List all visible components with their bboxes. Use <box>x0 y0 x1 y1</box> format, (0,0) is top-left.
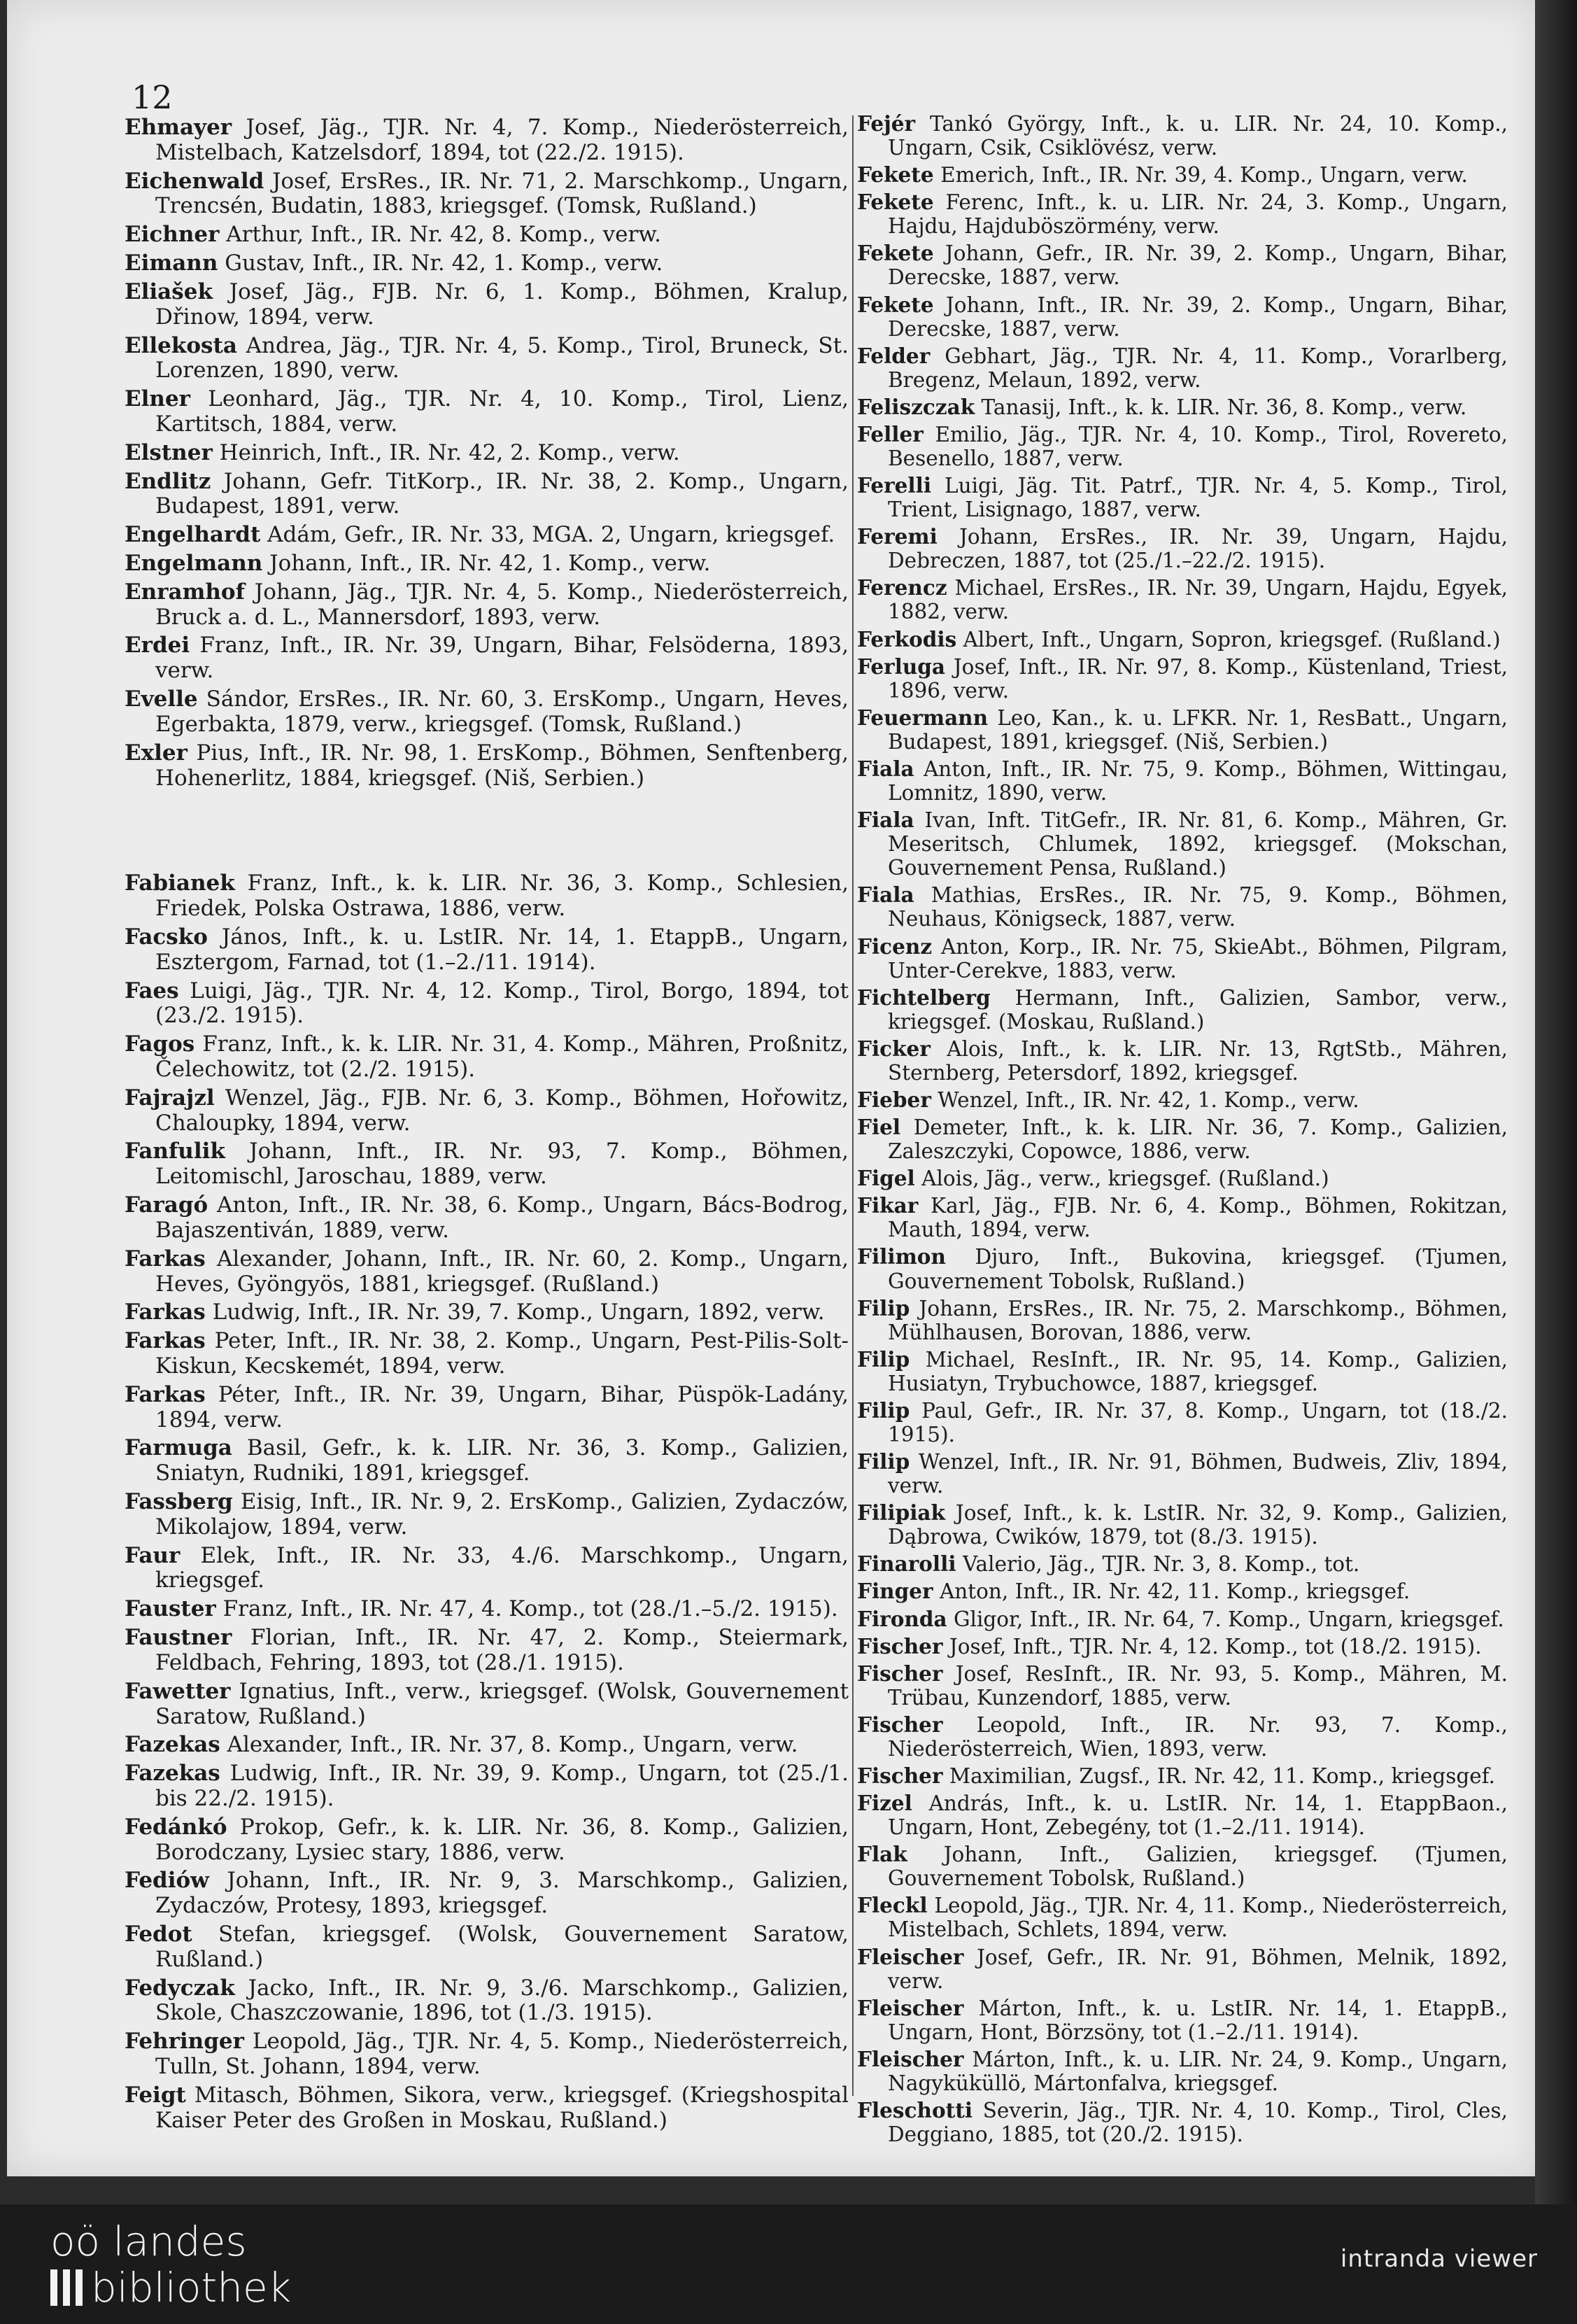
register-entry <box>125 387 849 437</box>
register-entry <box>125 115 849 166</box>
register-entry <box>857 1348 1508 1395</box>
entry-details: Johann, Inft., IR. Nr. 93, 7. Komp., Böhmen, Leitomischl, Jaroschau, 1889, verw. <box>155 1139 849 1190</box>
entry-details: Heinrich, Inft., IR. Nr. 42, 2. Komp., verw. <box>219 439 680 465</box>
viewer-footer <box>0 2204 1577 2324</box>
entry-surname: Fleckl <box>857 1893 928 1918</box>
register-entry <box>857 1843 1508 1890</box>
register-entry <box>125 2083 849 2134</box>
register-entry <box>857 1713 1508 1761</box>
entry-surname: Fanfulik <box>125 1139 225 1164</box>
entry-surname: Fedot <box>125 1922 192 1947</box>
entry-surname: Fiala <box>857 882 914 908</box>
entry-surname: Fischer <box>857 1763 943 1788</box>
entry-details: Johann, ErsRes., IR. Nr. 75, 2. Marschkomp., Böhmen, Mühlhausen, Borovan, 1886, verw. <box>888 1296 1508 1344</box>
entry-surname: Evelle <box>125 686 198 712</box>
entry-surname: Faustner <box>125 1625 232 1651</box>
register-entry <box>857 525 1508 572</box>
entry-details: Basil, Gefr., k. k. LIR. Nr. 36, 3. Komp., Galizien, Sniatyn, Rudniki, 1891, kriegsgef. <box>155 1435 849 1486</box>
entry-details: Johann, Jäg., TJR. Nr. 4, 5. Komp., Niederösterreich, Bruck a. d. L., Mannersdorf, 1893, verw. <box>155 579 849 630</box>
register-entry <box>857 163 1508 187</box>
entry-surname: Faragó <box>125 1192 208 1218</box>
entry-details: Péter, Inft., IR. Nr. 39, Ungarn, Bihar, Püspök-Ladány, 1894, verw. <box>155 1381 849 1432</box>
entry-details: Márton, Inft., k. u. LIR. Nr. 24, 9. Komp., Ungarn, Nagyküküllö, Mártonfalva, kriegsgef. <box>888 2047 1508 2095</box>
register-entry <box>857 190 1508 238</box>
register-entry <box>857 706 1508 754</box>
entry-surname: Finarolli <box>857 1551 956 1577</box>
entry-surname: Fleschotti <box>857 2098 973 2123</box>
entry-details: Djuro, Inft., Bukovina, kriegsgef. (Tjumen, Gouvernement Tobolsk, Rußland.) <box>888 1245 1508 1293</box>
register-entry <box>125 1193 849 1244</box>
register-entry <box>125 1139 849 1190</box>
register-entry <box>857 1764 1508 1788</box>
logo-text-line2: bibliothek <box>91 2264 292 2311</box>
entry-details: Mitasch, Böhmen, Sikora, verw., kriegsgef. (Kriegshospital Kaiser Peter des Großen in Moskau, Rußland.) <box>155 2082 849 2133</box>
entry-details: Emerich, Inft., IR. Nr. 39, 4. Komp., Ungarn, verw. <box>940 163 1468 188</box>
register-entry <box>857 1194 1508 1241</box>
register-entry <box>857 1579 1508 1603</box>
left-column <box>125 115 849 2137</box>
entry-details: Leonhard, Jäg., TJR. Nr. 4, 10. Komp., Tirol, Lienz, Kartitsch, 1884, verw. <box>155 386 849 437</box>
entry-surname: Enramhof <box>125 579 245 605</box>
entry-details: Josef, Jäg., FJB. Nr. 6, 1. Komp., Böhmen, Kralup, Dřinow, 1894, verw. <box>155 279 849 330</box>
entry-surname: Filimon <box>857 1244 946 1269</box>
entry-details: Josef, ErsRes., IR. Nr. 71, 2. Marschkomp., Ungarn, Trencsén, Budatin, 1883, kriegsgef. (Tomsk, Rußland.) <box>155 168 849 219</box>
register-entry <box>125 979 849 1029</box>
entry-details: Franz, Inft., k. k. LIR. Nr. 36, 3. Komp., Schlesien, Friedek, Polska Ostrawa, 1886, verw. <box>155 871 849 922</box>
register-entry <box>125 633 849 684</box>
entry-details: Alois, Inft., k. k. LIR. Nr. 13, RgtStb., Mähren, Sternberg, Petersdorf, 1892, kriegsgef. <box>888 1036 1508 1085</box>
register-entry <box>125 2029 849 2080</box>
entry-surname: Elner <box>125 386 190 412</box>
entry-details: Michael, ErsRes., IR. Nr. 39, Ungarn, Hajdu, Egyek, 1882, verw. <box>888 576 1508 624</box>
entry-surname: Eimann <box>125 251 218 276</box>
entry-surname: Flak <box>857 1842 907 1867</box>
entry-surname: Ferluga <box>857 654 946 679</box>
register-entry <box>125 470 849 520</box>
register-entry <box>125 1086 849 1136</box>
entry-surname: Fauster <box>125 1596 216 1622</box>
entry-details: Franz, Inft., IR. Nr. 39, Ungarn, Bihar, Felsöderna, 1893, verw. <box>155 633 849 684</box>
entry-surname: Fajrajzl <box>125 1085 215 1111</box>
entry-details: Josef, Inft., TJR. Nr. 4, 12. Komp., tot (18./2. 1915). <box>949 1634 1482 1659</box>
entry-surname: Felder <box>857 343 931 368</box>
viewer-brand-label[interactable]: intranda viewer <box>1340 2245 1538 2273</box>
entry-surname: Engelhardt <box>125 522 261 548</box>
entry-details: Wenzel, Inft., IR. Nr. 42, 1. Komp., verw. <box>938 1087 1359 1112</box>
entry-surname: Fawetter <box>125 1678 231 1704</box>
register-entry <box>857 1450 1508 1498</box>
library-logo[interactable] <box>50 2218 291 2311</box>
entry-details: Wenzel, Inft., IR. Nr. 91, Böhmen, Budweis, Zliv, 1894, verw. <box>888 1450 1508 1498</box>
entry-surname: Ellekosta <box>125 332 237 358</box>
entry-details: Demeter, Inft., k. k. LIR. Nr. 36, 7. Komp., Galizien, Zaleszczyki, Copowce, 1886, verw. <box>888 1115 1508 1164</box>
register-entry <box>125 1733 849 1758</box>
entry-details: Albert, Inft., Ungarn, Sopron, kriegsgef. (Rußland.) <box>963 627 1501 652</box>
entry-details: Johann, Gefr. TitKorp., IR. Nr. 38, 2. Komp., Ungarn, Budapest, 1891, verw. <box>155 468 849 519</box>
entry-details: Anton, Inft., IR. Nr. 38, 6. Komp., Ungarn, Bács-Bodrog, Bajaszentiván, 1889, verw. <box>155 1192 849 1243</box>
register-entry <box>857 1245 1508 1293</box>
entry-surname: Fabianek <box>125 871 235 896</box>
entry-surname: Fehringer <box>125 2029 244 2055</box>
register-entry <box>857 241 1508 289</box>
entry-details: Leo, Kan., k. u. LFKR. Nr. 1, ResBatt., Ungarn, Budapest, 1891, kriegsgef. (Niš, Serbien.) <box>888 705 1508 754</box>
entry-details: Sándor, ErsRes., IR. Nr. 60, 3. ErsKomp., Ungarn, Heves, Egerbakta, 1879, verw., kriegsgef. (Tomsk, Rußland.) <box>155 686 849 737</box>
entry-details: Gustav, Inft., IR. Nr. 42, 1. Komp., verw. <box>225 251 663 276</box>
entry-details: Leopold, Inft., IR. Nr. 93, 7. Komp., Niederösterreich, Wien, 1893, verw. <box>888 1712 1508 1761</box>
register-entry <box>125 1868 849 1919</box>
register-entry <box>125 523 849 548</box>
register-entry <box>125 1490 849 1540</box>
entry-surname: Filip <box>857 1449 910 1474</box>
entry-details: Josef, Inft., IR. Nr. 97, 8. Komp., Küstenland, Triest, 1896, verw. <box>888 654 1508 703</box>
register-entry <box>857 1115 1508 1163</box>
entry-surname: Eliašek <box>125 279 213 304</box>
entry-details: Ignatius, Inft., verw., kriegsgef. (Wolsk, Gouvernement Saratow, Rußland.) <box>155 1678 849 1729</box>
page-number: 12 <box>132 78 173 116</box>
entry-details: Márton, Inft., k. u. LstIR. Nr. 14, 1. EtappB., Ungarn, Hont, Börzsöny, tot (1.–2./11. 1914). <box>888 1996 1508 2044</box>
entry-surname: Fekete <box>857 190 934 215</box>
entry-surname: Fiel <box>857 1115 901 1140</box>
entry-details: Johann, Inft., IR. Nr. 39, 2. Komp., Ungarn, Bihar, Derecske, 1887, verw. <box>888 293 1508 341</box>
register-entry <box>125 1383 849 1433</box>
entry-details: Emilio, Jäg., TJR. Nr. 4, 10. Komp., Tirol, Rovereto, Besenello, 1887, verw. <box>888 422 1508 471</box>
entry-surname: Exler <box>125 740 188 766</box>
register-entry <box>125 251 849 276</box>
register-entry <box>857 986 1508 1034</box>
entry-surname: Fieber <box>857 1087 931 1112</box>
entry-details: Alexander, Johann, Inft., IR. Nr. 60, 2. Komp., Ungarn, Heves, Gyöngyös, 1881, kriegsgef. (Rußland.) <box>155 1246 849 1297</box>
entry-details: Anton, Korp., IR. Nr. 75, SkieAbt., Böhmen, Pilgram, Unter-Cerekve, 1883, verw. <box>888 934 1508 983</box>
entry-details: Johann, ErsRes., IR. Nr. 39, Ungarn, Hajdu, Debreczen, 1887, tot (25./1.–22./2. 1915). <box>888 525 1508 573</box>
register-entry <box>857 655 1508 703</box>
entry-details: Franz, Inft., k. k. LIR. Nr. 31, 4. Komp., Mähren, Proßnitz, Čelechowitz, tot (2./2. 1915). <box>155 1031 849 1082</box>
entry-details: Ivan, Inft. TitGefr., IR. Nr. 81, 6. Komp., Mähren, Gr. Meseritsch, Chlumek, 1892, kriegsgef. (Mokschan, Gouvernement Pensa, Rußland.) <box>888 808 1508 880</box>
entry-surname: Fassberg <box>125 1489 233 1514</box>
register-entry <box>125 1815 849 1866</box>
entry-details: Johann, Gefr., IR. Nr. 39, 2. Komp., Ungarn, Bihar, Derecske, 1887, verw. <box>888 241 1508 290</box>
register-entry <box>857 1297 1508 1344</box>
entry-surname: Fejér <box>857 111 916 136</box>
entry-surname: Fischer <box>857 1661 943 1686</box>
register-entry <box>125 1597 849 1622</box>
entry-surname: Faes <box>125 978 179 1003</box>
entry-details: Ludwig, Inft., IR. Nr. 39, 9. Komp., Ungarn, tot (25./1. bis 22./2. 1915). <box>155 1761 849 1811</box>
entry-surname: Farkas <box>125 1328 206 1354</box>
entry-details: Michael, ResInft., IR. Nr. 95, 14. Komp., Galizien, Husiatyn, Trybuchowce, 1887, kriegsgef. <box>888 1347 1508 1395</box>
register-entry <box>857 1399 1508 1446</box>
entry-surname: Fekete <box>857 162 934 188</box>
entry-surname: Fazekas <box>125 1732 220 1758</box>
entry-surname: Fleischer <box>857 1995 964 2020</box>
entry-surname: Fedyczak <box>125 1975 235 2001</box>
entry-surname: Erdei <box>125 633 190 659</box>
entry-details: András, Inft., k. u. LstIR. Nr. 14, 1. EtappBaon., Ungarn, Hont, Zebegény, tot (1.–2./11. 1914). <box>888 1791 1508 1840</box>
register-entry <box>125 1544 849 1594</box>
entry-details: Adám, Gefr., IR. Nr. 33, MGA. 2, Ungarn, kriegsgef. <box>267 522 835 548</box>
entry-details: Josef, Gefr., IR. Nr. 91, Böhmen, Melnik, 1892, verw. <box>888 1945 1508 1993</box>
entry-details: Josef, Jäg., TJR. Nr. 4, 7. Komp., Niederösterreich, Mistelbach, Katzelsdorf, 1894, tot (22./2. 1915). <box>155 115 849 165</box>
register-entry <box>125 741 849 791</box>
register-entry <box>125 1679 849 1730</box>
entry-details: Ludwig, Inft., IR. Nr. 39, 7. Komp., Ungarn, 1892, verw. <box>212 1300 825 1325</box>
register-entry <box>125 871 849 922</box>
register-entry <box>857 395 1508 419</box>
register-entry <box>125 925 849 976</box>
entry-surname: Filip <box>857 1346 910 1372</box>
entry-surname: Finger <box>857 1579 933 1604</box>
entry-details: Gebhart, Jäg., TJR. Nr. 4, 11. Komp., Vorarlberg, Bregenz, Melaun, 1892, verw. <box>888 344 1508 392</box>
entry-surname: Filipiak <box>857 1500 945 1526</box>
entry-details: Luigi, Jäg. Tit. Patrf., TJR. Nr. 4, 5. Komp., Tirol, Trient, Lisignago, 1887, verw. <box>888 474 1508 522</box>
entry-surname: Fagos <box>125 1031 195 1057</box>
entry-surname: Farkas <box>125 1381 206 1407</box>
entry-surname: Fironda <box>857 1606 947 1631</box>
register-entry <box>857 423 1508 470</box>
register-entry <box>857 1662 1508 1710</box>
entry-surname: Feremi <box>857 524 938 549</box>
entry-surname: Feller <box>857 421 924 446</box>
register-entry <box>857 883 1508 931</box>
register-entry <box>125 1032 849 1083</box>
entry-details: Alexander, Inft., IR. Nr. 37, 8. Komp., Ungarn, verw. <box>227 1732 798 1758</box>
register-entry <box>857 1037 1508 1085</box>
entry-surname: Feliszczak <box>857 394 975 419</box>
register-entry <box>125 169 849 220</box>
entry-details: Johann, Inft., IR. Nr. 9, 3. Marschkomp., Galizien, Zydaczów, Protesy, 1893, kriegsgef. <box>155 1868 849 1919</box>
entry-surname: Fleischer <box>857 1944 964 1969</box>
register-entry <box>857 757 1508 805</box>
register-entry <box>125 223 849 248</box>
entry-details: Elek, Inft., IR. Nr. 33, 4./6. Marschkomp., Ungarn, kriegsgef. <box>155 1542 849 1593</box>
logo-line2-wrap <box>50 2265 291 2311</box>
entry-surname: Ferelli <box>857 473 932 498</box>
register-entry <box>857 1167 1508 1190</box>
register-entry <box>857 474 1508 521</box>
entry-surname: Faur <box>125 1542 181 1568</box>
entry-details: Karl, Jäg., FJB. Nr. 6, 4. Komp., Böhmen, Rokitzan, Mauth, 1894, verw. <box>888 1194 1508 1242</box>
entry-surname: Ferencz <box>857 575 947 600</box>
entry-details: Paul, Gefr., IR. Nr. 37, 8. Komp., Ungarn, tot (18./2. 1915). <box>888 1398 1508 1446</box>
entry-surname: Fischer <box>857 1712 943 1737</box>
register-entry <box>857 293 1508 341</box>
entry-details: Hermann, Inft., Galizien, Sambor, verw., kriegsgef. (Moskau, Rußland.) <box>888 985 1508 1034</box>
entry-details: Johann, Inft., Galizien, kriegsgef. (Tjumen, Gouvernement Tobolsk, Rußland.) <box>888 1843 1508 1891</box>
entry-details: Mathias, ErsRes., IR. Nr. 75, 9. Komp., Böhmen, Neuhaus, Königseck, 1887, verw. <box>888 883 1508 931</box>
register-entry <box>857 344 1508 392</box>
entry-surname: Endlitz <box>125 468 211 494</box>
register-entry <box>125 580 849 631</box>
register-entry <box>125 441 849 466</box>
register-entry <box>125 551 849 577</box>
entry-details: Andrea, Jäg., TJR. Nr. 4, 5. Komp., Tirol, Bruneck, St. Lorenzen, 1890, verw. <box>155 332 849 383</box>
register-entry <box>857 1996 1508 2044</box>
entry-surname: Fizel <box>857 1791 912 1816</box>
entry-details: Wenzel, Jäg., FJB. Nr. 6, 3. Komp., Böhmen, Hořowitz, Chaloupky, 1894, verw. <box>155 1085 849 1136</box>
entry-details: Franz, Inft., IR. Nr. 47, 4. Komp., tot (28./1.–5./2. 1915). <box>222 1596 838 1622</box>
register-entry <box>125 1922 849 1973</box>
entry-details: Maximilian, Zugsf., IR. Nr. 42, 11. Komp., kriegsgef. <box>949 1764 1495 1788</box>
entry-surname: Farkas <box>125 1300 206 1325</box>
entry-details: Anton, Inft., IR. Nr. 42, 11. Komp., kriegsgef. <box>939 1579 1410 1604</box>
entry-surname: Engelmann <box>125 551 263 576</box>
register-entry <box>857 808 1508 880</box>
entry-surname: Ferkodis <box>857 626 957 652</box>
logo-bars-icon <box>50 2269 83 2306</box>
section-gap <box>125 794 849 871</box>
entry-details: Tankó György, Inft., k. u. LIR. Nr. 24, 10. Komp., Ungarn, Csik, Csiklövész, verw. <box>888 112 1508 160</box>
entry-surname: Farkas <box>125 1246 206 1272</box>
register-entry <box>125 1247 849 1297</box>
register-entry <box>125 280 849 330</box>
entry-surname: Figel <box>857 1166 915 1191</box>
entry-details: Gligor, Inft., IR. Nr. 64, 7. Komp., Ungarn, kriegsgef. <box>953 1607 1504 1631</box>
column-divider <box>852 115 854 2096</box>
entry-details: Arthur, Inft., IR. Nr. 42, 8. Komp., verw. <box>226 222 662 248</box>
entry-surname: Fleischer <box>857 2046 964 2071</box>
register-entry <box>857 1501 1508 1549</box>
entry-details: Eisig, Inft., IR. Nr. 9, 2. ErsKomp., Galizien, Zydaczów, Mikolajow, 1894, verw. <box>155 1489 849 1540</box>
entry-details: Josef, ResInft., IR. Nr. 93, 5. Komp., Mähren, M. Trübau, Kunzendorf, 1885, verw. <box>888 1661 1508 1710</box>
entry-surname: Fazekas <box>125 1761 220 1787</box>
entry-details: Prokop, Gefr., k. k. LIR. Nr. 36, 8. Komp., Galizien, Borodczany, Lysiec stary, 1886, verw. <box>155 1814 849 1865</box>
register-entry <box>857 1088 1508 1112</box>
register-entry <box>125 1300 849 1325</box>
entry-surname: Feuermann <box>857 705 989 730</box>
register-entry <box>125 334 849 384</box>
register-entry <box>125 1626 849 1676</box>
entry-surname: Ficenz <box>857 934 933 959</box>
register-entry <box>857 1894 1508 1941</box>
entry-surname: Farmuga <box>125 1435 232 1461</box>
register-entry <box>857 576 1508 624</box>
entry-details: Johann, Inft., IR. Nr. 42, 1. Komp., verw. <box>269 551 711 576</box>
entry-details: Valerio, Jäg., TJR. Nr. 3, 8. Komp., tot. <box>962 1552 1360 1577</box>
entry-surname: Filip <box>857 1397 910 1423</box>
entry-surname: Ehmayer <box>125 115 232 140</box>
entry-surname: Fikar <box>857 1193 919 1218</box>
entry-surname: Fiala <box>857 756 914 781</box>
entry-surname: Facsko <box>125 924 208 950</box>
register-entry <box>857 1552 1508 1576</box>
right-column <box>857 112 1508 2150</box>
entry-details: János, Inft., k. u. LstIR. Nr. 14, 1. EtappB., Ungarn, Esztergom, Farnad, tot (1.–2./11. 1914). <box>155 924 849 975</box>
page-edge-shadow <box>1535 0 1577 2204</box>
entry-surname: Fedánkó <box>125 1814 227 1840</box>
entry-surname: Fekete <box>857 241 934 266</box>
entry-details: Severin, Jäg., TJR. Nr. 4, 10. Komp., Tirol, Cles, Deggiano, 1885, tot (20./2. 1915). <box>888 2099 1508 2147</box>
entry-details: Leopold, Jäg., TJR. Nr. 4, 5. Komp., Niederösterreich, Tulln, St. Johann, 1894, verw. <box>155 2029 849 2080</box>
entry-surname: Eichner <box>125 222 220 248</box>
entry-details: Alois, Jäg., verw., kriegsgef. (Rußland.) <box>921 1167 1329 1191</box>
entry-details: Anton, Inft., IR. Nr. 75, 9. Komp., Böhmen, Wittingau, Lomnitz, 1890, verw. <box>888 756 1508 805</box>
entry-details: Ferenc, Inft., k. u. LIR. Nr. 24, 3. Komp., Ungarn, Hajdu, Hajduböszörmény, verw. <box>888 190 1508 239</box>
register-entry <box>125 1976 849 2027</box>
entry-details: Peter, Inft., IR. Nr. 38, 2. Komp., Ungarn, Pest-Pilis-Solt-Kiskun, Kecskemét, 1894, verw. <box>155 1328 849 1379</box>
entry-details: Florian, Inft., IR. Nr. 47, 2. Komp., Steiermark, Feldbach, Fehring, 1893, tot (28./1. 1915). <box>155 1625 849 1675</box>
entry-surname: Fiala <box>857 808 914 833</box>
logo-text-line1: oö landes <box>50 2218 247 2265</box>
entry-details: Josef, Inft., k. k. LstIR. Nr. 32, 9. Komp., Galizien, Dąbrowa, Cwików, 1879, tot (8./3. 1915). <box>888 1501 1508 1549</box>
entry-details: Tanasij, Inft., k. k. LIR. Nr. 36, 8. Komp., verw. <box>981 395 1467 419</box>
register-entry <box>125 1436 849 1486</box>
entry-details: Pius, Inft., IR. Nr. 98, 1. ErsKomp., Böhmen, Senftenberg, Hohenerlitz, 1884, kriegsgef. (Niš, Serbien.) <box>155 740 849 791</box>
entry-surname: Filip <box>857 1295 910 1321</box>
entry-surname: Feigt <box>125 2082 186 2108</box>
entry-details: Jacko, Inft., IR. Nr. 9, 3./6. Marschkomp., Galizien, Skole, Chaszczowanie, 1896, tot (1./3. 1915). <box>155 1975 849 2026</box>
entry-details: Stefan, kriegsgef. (Wolsk, Gouvernement Saratow, Rußland.) <box>155 1922 849 1972</box>
register-entry <box>125 1761 849 1812</box>
register-entry <box>857 1945 1508 1993</box>
register-entry <box>857 2048 1508 2095</box>
entry-details: Leopold, Jäg., TJR. Nr. 4, 11. Komp., Niederösterreich, Mistelbach, Schlets, 1894, verw. <box>888 1894 1508 1942</box>
entry-surname: Fekete <box>857 292 934 317</box>
entry-surname: Fichtelberg <box>857 985 991 1010</box>
entry-surname: Fischer <box>857 1633 943 1659</box>
entry-surname: Ficker <box>857 1036 931 1061</box>
register-entry <box>857 112 1508 160</box>
register-entry <box>125 687 849 738</box>
entry-surname: Elstner <box>125 439 213 465</box>
register-entry <box>857 1791 1508 1839</box>
register-entry <box>857 935 1508 983</box>
entry-details: Luigi, Jäg., TJR. Nr. 4, 12. Komp., Tirol, Borgo, 1894, tot (23./2. 1915). <box>155 978 849 1029</box>
register-entry <box>857 628 1508 652</box>
entry-surname: Fediów <box>125 1868 209 1894</box>
register-entry <box>857 2099 1508 2146</box>
entry-surname: Eichenwald <box>125 168 264 194</box>
register-entry <box>857 1607 1508 1631</box>
register-entry <box>125 1329 849 1379</box>
register-entry <box>857 1635 1508 1659</box>
